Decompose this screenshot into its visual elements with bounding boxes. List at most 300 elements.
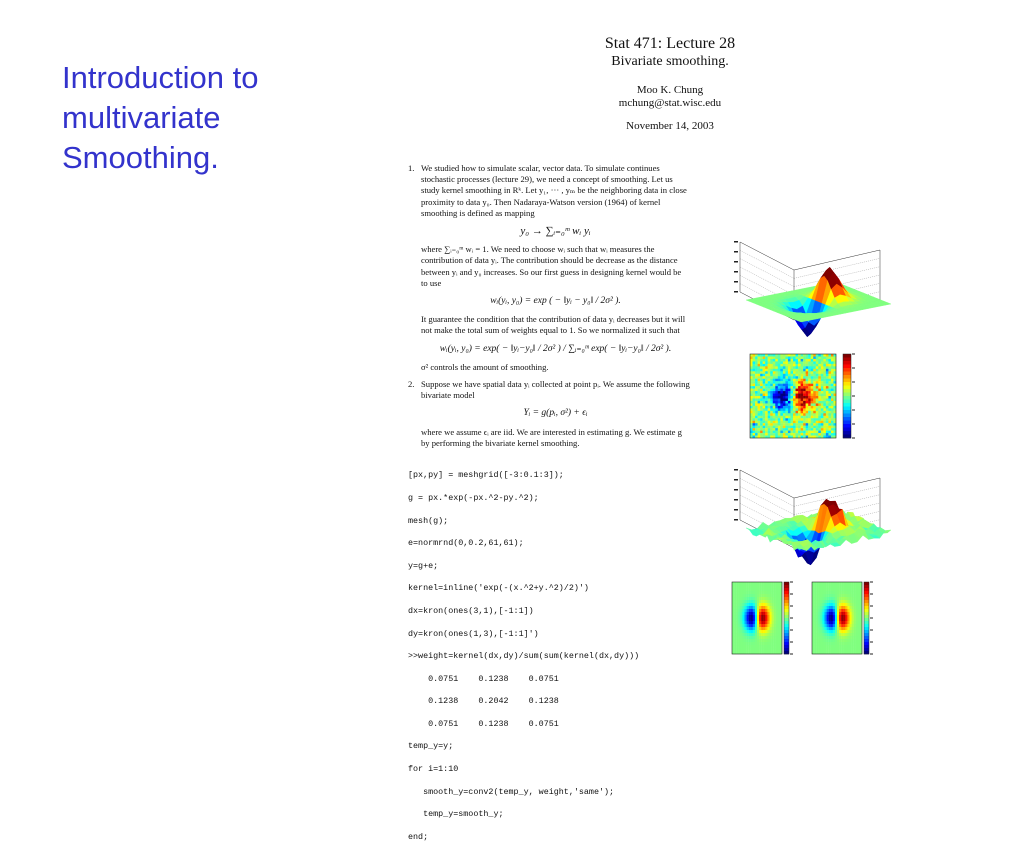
heatmap-cell	[803, 364, 806, 367]
heatmap-cell	[760, 376, 763, 379]
heatmap-cell	[763, 582, 765, 585]
heatmap-cell	[801, 431, 804, 434]
heatmap-cell	[839, 627, 841, 630]
heatmap-cell	[745, 642, 747, 645]
heatmap-cell	[745, 609, 747, 612]
heatmap-cell	[837, 600, 839, 603]
heatmap-cell	[770, 627, 772, 630]
heatmap-cell	[783, 411, 786, 414]
heatmap-cell	[839, 606, 841, 609]
heatmap-cell	[828, 374, 831, 377]
heatmap-cell	[758, 431, 761, 434]
heatmap-cell	[747, 615, 749, 618]
heatmap-cell	[734, 627, 736, 630]
heatmap-cell	[822, 648, 824, 651]
heatmap-cell	[829, 597, 831, 600]
equation: wᵢ(yᵢ, y₀) = exp( − ‖yᵢ−y₀‖ / 2σ² ) / ∑ᵢ₌₀ᵐ exp( − ‖yᵢ−y₀‖ / 2σ² ).	[439, 343, 672, 354]
colorbar-segment	[784, 588, 789, 591]
heatmap-cell	[831, 384, 834, 387]
heatmap-cell	[750, 394, 753, 397]
heatmap-cell	[790, 361, 793, 364]
heatmap-cell	[738, 600, 740, 603]
heatmap-cell	[740, 639, 742, 642]
heatmap-cell	[753, 406, 756, 409]
heatmap-cell	[823, 428, 826, 431]
heatmap-cell	[841, 582, 843, 585]
heatmap-cell	[778, 618, 780, 621]
heatmap-cell	[768, 379, 771, 382]
heatmap-cell	[841, 630, 843, 633]
heatmap-cell	[811, 356, 814, 359]
heatmap-cell	[793, 428, 796, 431]
heatmap-cell	[747, 600, 749, 603]
heatmap-cell	[778, 398, 781, 401]
heatmap-cell	[826, 406, 829, 409]
heatmap-cell	[828, 364, 831, 367]
heatmap-cell	[750, 354, 753, 357]
heatmap-cell	[783, 396, 786, 399]
heatmap-cell	[760, 406, 763, 409]
heatmap-cell	[778, 624, 780, 627]
heatmap-cell	[765, 391, 768, 394]
heatmap-cell	[811, 386, 814, 389]
heatmap-cell	[765, 381, 768, 384]
document-subtitle: Bivariate smoothing.	[611, 54, 729, 69]
heatmap-cell	[843, 609, 845, 612]
heatmap-cell	[833, 636, 835, 639]
heatmap-cell	[774, 606, 776, 609]
colorbar-segment	[784, 645, 789, 648]
heatmap-cell	[796, 381, 799, 384]
heatmap-cell	[854, 648, 856, 651]
list-item-number: 1.	[408, 163, 415, 173]
heatmap-cell	[833, 642, 835, 645]
heatmap-cell	[821, 431, 824, 434]
colorbar-segment	[843, 428, 851, 432]
heatmap-cell	[763, 366, 766, 369]
heatmap-cell	[761, 582, 763, 585]
heatmap-cell	[826, 431, 829, 434]
heatmap-cell	[785, 401, 788, 404]
heatmap-cell	[758, 381, 761, 384]
code-line: for i=1:10	[408, 764, 459, 775]
heatmap-cell	[755, 433, 758, 436]
heatmap-cell	[796, 366, 799, 369]
heatmap-cell	[747, 612, 749, 615]
heatmap-cell	[755, 391, 758, 394]
heatmap-cell	[742, 627, 744, 630]
heatmap-cell	[813, 361, 816, 364]
heatmap-cell	[811, 408, 814, 411]
heatmap-cell	[822, 624, 824, 627]
heatmap-cell	[770, 416, 773, 419]
heatmap-cell	[736, 594, 738, 597]
heatmap-cell	[831, 391, 834, 394]
heatmap-cell	[765, 606, 767, 609]
heatmap-cell	[841, 639, 843, 642]
heatmap-cell	[778, 582, 780, 585]
heatmap-cell	[785, 389, 788, 392]
heatmap-cell	[775, 398, 778, 401]
heatmap-cell	[816, 416, 819, 419]
heatmap-cell	[778, 359, 781, 362]
heatmap-cell	[778, 416, 781, 419]
heatmap-cell	[816, 615, 818, 618]
heatmap-cell	[796, 411, 799, 414]
heatmap-cell	[763, 639, 765, 642]
heatmap-cell	[821, 371, 824, 374]
heatmap-cell	[734, 624, 736, 627]
heatmap-cell	[750, 406, 753, 409]
heatmap-cell	[826, 366, 829, 369]
heatmap-cell	[823, 426, 826, 429]
heatmap-cell	[790, 411, 793, 414]
heatmap-cell	[775, 406, 778, 409]
heatmap-cell	[763, 603, 765, 606]
grid-line	[794, 486, 880, 506]
heatmap-cell	[826, 371, 829, 374]
grid-line	[794, 258, 880, 278]
heatmap-cell	[850, 591, 852, 594]
heatmap-cell	[806, 423, 809, 426]
heatmap-cell	[780, 406, 783, 409]
heatmap-cell	[732, 633, 734, 636]
heatmap-cell	[814, 618, 816, 621]
heatmap-cell	[732, 603, 734, 606]
heatmap-cell	[818, 361, 821, 364]
heatmap-cell	[783, 369, 786, 372]
heatmap-cell	[765, 615, 767, 618]
heatmap-cell	[852, 636, 854, 639]
heatmap-cell	[837, 597, 839, 600]
heatmap-cell	[818, 612, 820, 615]
heatmap-cell	[750, 356, 753, 359]
heatmap-cell	[767, 597, 769, 600]
heatmap-cell	[841, 603, 843, 606]
heatmap-cell	[765, 594, 767, 597]
heatmap-cell	[765, 389, 768, 392]
heatmap-cell	[774, 594, 776, 597]
heatmap-cell	[852, 618, 854, 621]
heatmap-cell	[793, 423, 796, 426]
code-line: [px,py] = meshgrid([-3:0.1:3]);	[408, 470, 564, 481]
heatmap-cell	[793, 384, 796, 387]
heatmap-cell	[796, 421, 799, 424]
heatmap-cell	[814, 597, 816, 600]
heatmap-cell	[821, 403, 824, 406]
heatmap-cell	[765, 612, 767, 615]
heatmap-cell	[778, 401, 781, 404]
heatmap-cell	[755, 615, 757, 618]
heatmap-cell	[749, 627, 751, 630]
heatmap-cell	[740, 618, 742, 621]
heatmap-cell	[778, 630, 780, 633]
heatmap-cell	[761, 633, 763, 636]
heatmap-cell	[763, 371, 766, 374]
heatmap-cell	[831, 398, 834, 401]
heatmap-cell	[811, 431, 814, 434]
heatmap-cell	[835, 600, 837, 603]
colorbar-tick	[790, 618, 793, 619]
heatmap-cell	[749, 612, 751, 615]
heatmap-cell	[812, 621, 814, 624]
heatmap-cell	[778, 364, 781, 367]
heatmap-cell	[750, 374, 753, 377]
heatmap-cell	[765, 411, 768, 414]
heatmap-cell	[765, 374, 768, 377]
heatmap-cell	[783, 386, 786, 389]
heatmap-cell	[798, 379, 801, 382]
colorbar-segment	[843, 365, 851, 369]
heatmap-cell	[753, 636, 755, 639]
heatmap-cell	[822, 600, 824, 603]
heatmap-cell	[839, 633, 841, 636]
heatmap-cell	[734, 606, 736, 609]
heatmap-cell	[755, 426, 758, 429]
heatmap-cell	[775, 359, 778, 362]
heatmap-cell	[767, 645, 769, 648]
figure-heatmap-noisy	[746, 352, 858, 442]
heatmap-cell	[808, 418, 811, 421]
heatmap-cell	[768, 376, 771, 379]
heatmap-cell	[801, 354, 804, 357]
heatmap-cell	[772, 591, 774, 594]
heatmap-cell	[813, 403, 816, 406]
heatmap-cell	[845, 594, 847, 597]
heatmap-cell	[847, 627, 849, 630]
heatmap-cell	[768, 391, 771, 394]
heatmap-cell	[778, 431, 781, 434]
heatmap-cell	[759, 594, 761, 597]
heatmap-cell	[816, 633, 818, 636]
heatmap-cell	[821, 386, 824, 389]
heatmap-cell	[818, 366, 821, 369]
heatmap-cell	[747, 588, 749, 591]
heatmap-cell	[829, 645, 831, 648]
heatmap-cell	[753, 624, 755, 627]
heatmap-cell	[758, 386, 761, 389]
heatmap-cell	[814, 648, 816, 651]
heatmap-cell	[822, 594, 824, 597]
heatmap-cell	[801, 408, 804, 411]
heatmap-cell	[823, 356, 826, 359]
heatmap-cell	[770, 624, 772, 627]
colorbar-segment	[843, 372, 851, 376]
heatmap-cell	[808, 426, 811, 429]
heatmap-cell	[775, 366, 778, 369]
heatmap-cell	[749, 585, 751, 588]
heatmap-cell	[750, 428, 753, 431]
heatmap-cell	[843, 597, 845, 600]
heatmap-cell	[818, 406, 821, 409]
heatmap-cell	[818, 408, 821, 411]
heatmap-cell	[812, 627, 814, 630]
heatmap-cell	[761, 642, 763, 645]
heatmap-cell	[785, 364, 788, 367]
heatmap-cell	[828, 389, 831, 392]
heatmap-cell	[755, 421, 758, 424]
heatmap-cell	[749, 633, 751, 636]
heatmap-cell	[816, 379, 819, 382]
heatmap-cell	[837, 594, 839, 597]
document-author: Moo K. Chung	[636, 84, 704, 96]
heatmap-cell	[780, 371, 783, 374]
heatmap-cell	[760, 401, 763, 404]
heatmap-cell	[818, 374, 821, 377]
heatmap-cell	[770, 615, 772, 618]
heatmap-cell	[850, 633, 852, 636]
heatmap-cell	[839, 621, 841, 624]
heatmap-cell	[765, 426, 768, 429]
heatmap-cell	[775, 394, 778, 397]
heatmap-cell	[858, 588, 860, 591]
heatmap-cell	[828, 366, 831, 369]
heatmap-cell	[856, 636, 858, 639]
heatmap-cell	[821, 356, 824, 359]
figure-heatmaps-smoothed	[728, 580, 873, 658]
heatmap-cell	[783, 356, 786, 359]
heatmap-cell	[738, 642, 740, 645]
heatmap-cell	[803, 376, 806, 379]
heatmap-cell	[812, 603, 814, 606]
heatmap-cell	[732, 648, 734, 651]
heatmap-cell	[750, 386, 753, 389]
heatmap-cell	[753, 389, 756, 392]
heatmap-cell	[751, 630, 753, 633]
heatmap-cell	[811, 418, 814, 421]
heatmap-cell	[803, 374, 806, 377]
colorbar-segment	[843, 435, 851, 439]
heatmap-cell	[806, 408, 809, 411]
heatmap-cell	[778, 369, 781, 372]
heatmap-cell	[823, 394, 826, 397]
heatmap-cell	[770, 381, 773, 384]
heatmap-cell	[770, 366, 773, 369]
heatmap-cell	[768, 421, 771, 424]
heatmap-cell	[826, 418, 829, 421]
heatmap-cell	[788, 418, 791, 421]
document-header	[560, 34, 780, 132]
heatmap-cell	[796, 389, 799, 392]
heatmap-cell	[816, 618, 818, 621]
heatmap-cell	[813, 421, 816, 424]
heatmap-cell	[773, 416, 776, 419]
heatmap-cell	[812, 597, 814, 600]
heatmap-cell	[793, 369, 796, 372]
heatmap-cell	[763, 423, 766, 426]
heatmap-cell	[816, 366, 819, 369]
paragraph: σ² controls the amount of smoothing.	[421, 361, 549, 372]
heatmap-cell	[845, 582, 847, 585]
heatmap-cell	[793, 389, 796, 392]
heatmap-cell	[773, 423, 776, 426]
heatmap-cell	[760, 364, 763, 367]
heatmap-cell	[814, 588, 816, 591]
heatmap-cell	[818, 416, 821, 419]
heatmap-cell	[856, 603, 858, 606]
heatmap-cell	[753, 421, 756, 424]
heatmap-cell	[820, 630, 822, 633]
heatmap-cell	[793, 398, 796, 401]
heatmap-cell	[788, 406, 791, 409]
heatmap-cell	[814, 633, 816, 636]
heatmap-cell	[753, 374, 756, 377]
heatmap-cell	[847, 639, 849, 642]
heatmap-cell	[753, 386, 756, 389]
heatmap-cell	[831, 433, 834, 436]
heatmap-cell	[778, 376, 781, 379]
heatmap-cell	[818, 359, 821, 362]
heatmap-cell	[783, 426, 786, 429]
heatmap-cell	[803, 386, 806, 389]
heatmap-cell	[833, 624, 835, 627]
heatmap-cell	[751, 594, 753, 597]
heatmap-cell	[760, 398, 763, 401]
colorbar-segment	[864, 627, 869, 630]
heatmap-cell	[790, 374, 793, 377]
heatmap-cell	[760, 413, 763, 416]
heatmap-cell	[806, 426, 809, 429]
heatmap-cell	[812, 588, 814, 591]
heatmap-cell	[823, 389, 826, 392]
heatmap-cell	[801, 379, 804, 382]
heatmap-cell	[808, 369, 811, 372]
heatmap-cell	[812, 606, 814, 609]
heatmap-cell	[765, 582, 767, 585]
heatmap-cell	[850, 645, 852, 648]
heatmap-cell	[773, 428, 776, 431]
heatmap-cell	[813, 431, 816, 434]
heatmap-cell	[818, 600, 820, 603]
heatmap-cell	[814, 582, 816, 585]
heatmap-cell	[825, 624, 827, 627]
heatmap-cell	[747, 591, 749, 594]
heatmap-cell	[822, 618, 824, 621]
heatmap-cell	[770, 376, 773, 379]
heatmap-cell	[760, 408, 763, 411]
heatmap-cell	[763, 374, 766, 377]
code-line: 0.0751 0.1238 0.0751	[408, 673, 559, 684]
heatmap-cell	[775, 376, 778, 379]
heatmap-cell	[822, 630, 824, 633]
heatmap-cell	[770, 431, 773, 434]
heatmap-cell	[770, 421, 773, 424]
heatmap-cell	[778, 356, 781, 359]
heatmap-cell	[755, 612, 757, 615]
heatmap-cell	[856, 648, 858, 651]
heatmap-cell	[742, 591, 744, 594]
colorbar-segment	[864, 633, 869, 636]
heatmap-cell	[788, 428, 791, 431]
heatmap-cell	[828, 426, 831, 429]
heatmap-cell	[785, 418, 788, 421]
heatmap-cell	[768, 403, 771, 406]
heatmap-cell	[759, 627, 761, 630]
heatmap-cell	[816, 642, 818, 645]
heatmap-cell	[823, 411, 826, 414]
heatmap-cell	[831, 591, 833, 594]
heatmap-cell	[783, 408, 786, 411]
heatmap-cell	[835, 588, 837, 591]
heatmap-cell	[755, 597, 757, 600]
heatmap-cell	[759, 642, 761, 645]
heatmap-cell	[775, 391, 778, 394]
heatmap-cell	[749, 639, 751, 642]
heatmap-cell	[845, 624, 847, 627]
heatmap-cell	[793, 356, 796, 359]
heatmap-cell	[753, 359, 756, 362]
heatmap-cell	[783, 433, 786, 436]
